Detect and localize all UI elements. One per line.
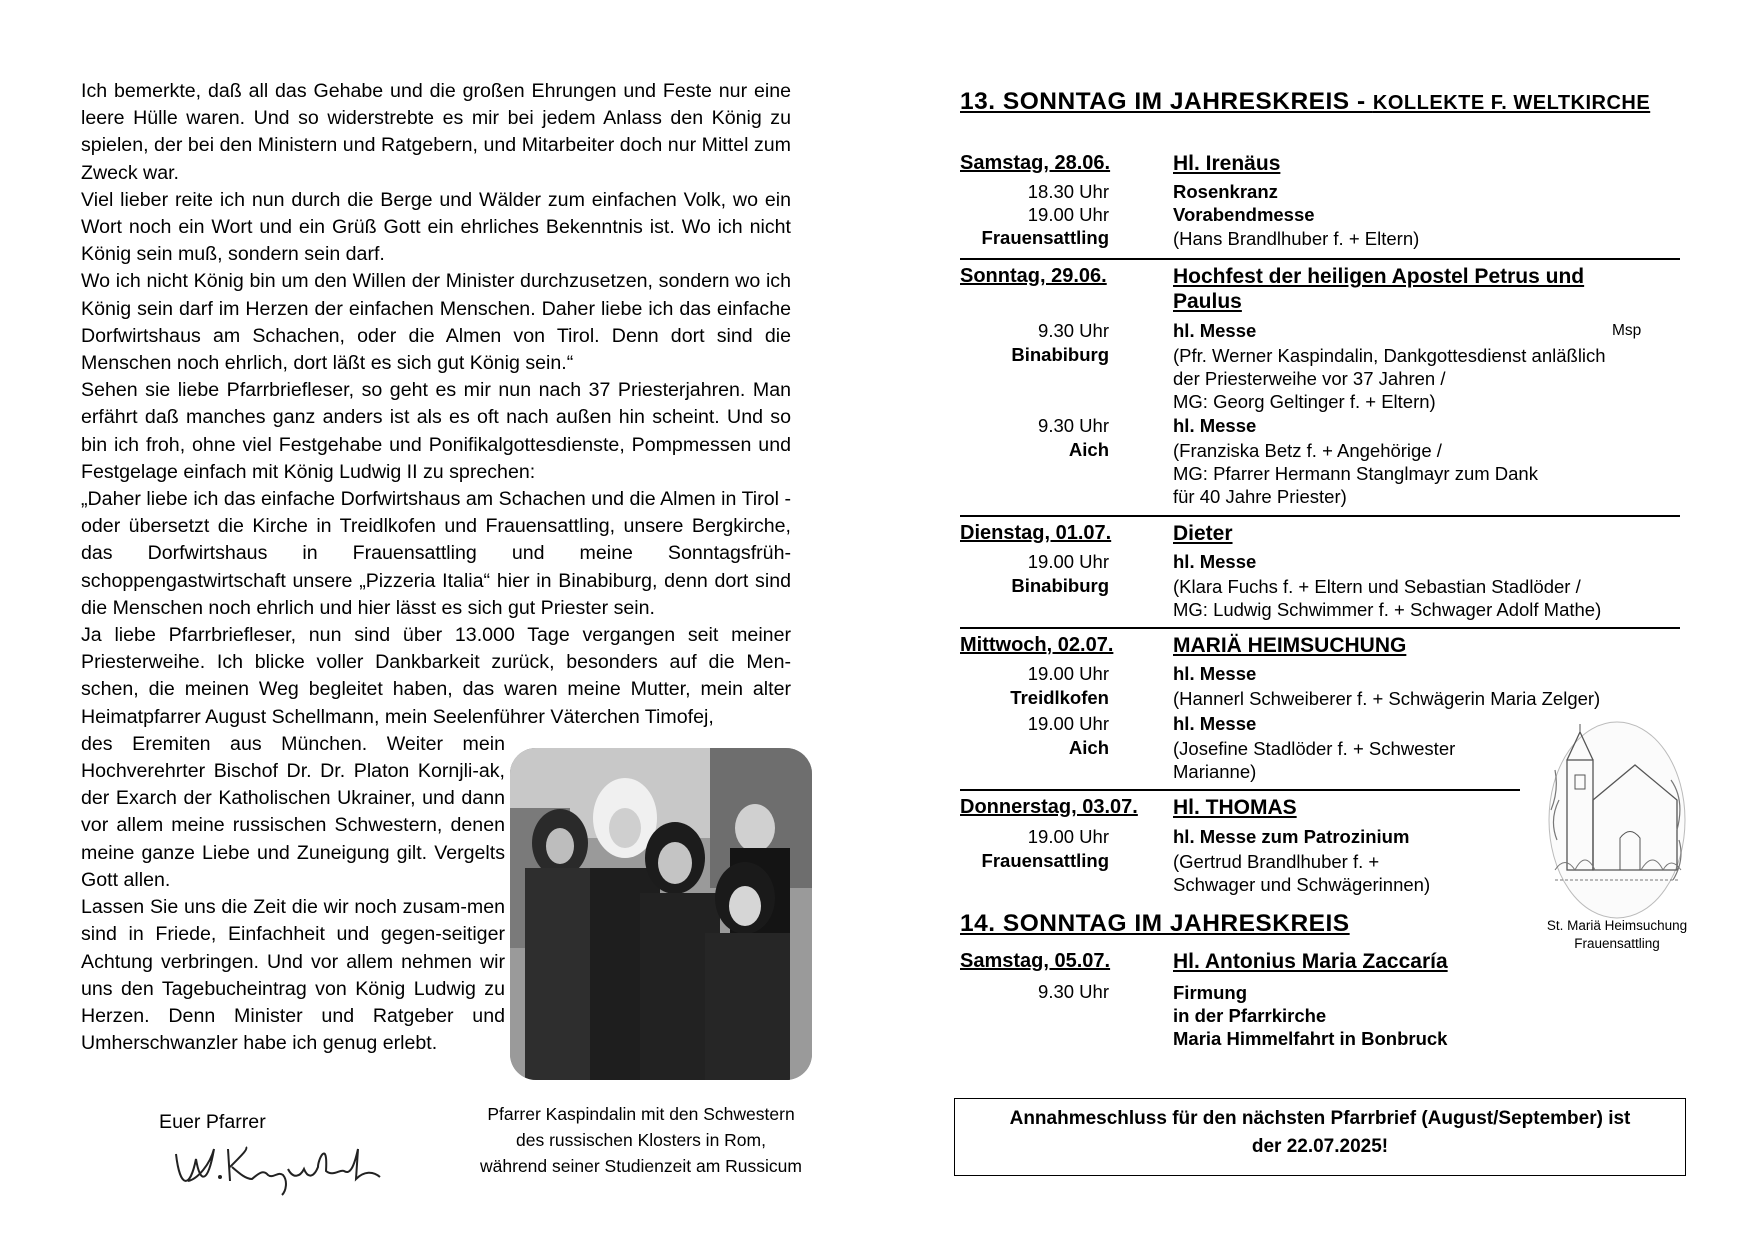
day-saint: Paulus (1173, 290, 1242, 313)
note-line: der Priesterweihe vor 37 Jahren / (1173, 368, 1446, 389)
event-title: hl. Messe (1173, 551, 1257, 572)
caption-line: Frauensattling (1574, 936, 1660, 951)
event-title: hl. Messe (1173, 713, 1257, 734)
title-line: Firmung (1173, 982, 1247, 1003)
day-saint: Dieter (1173, 522, 1233, 545)
note-line: (Gertrud Brandlhuber f. + (1173, 851, 1380, 872)
caption-line: des russischen Klosters in Rom, (516, 1130, 766, 1150)
week-heading: 14. SONNTAG IM JAHRESKREIS (960, 910, 1350, 937)
event-time: 9.30 Uhr (1038, 320, 1109, 341)
event-place: Frauensattling (981, 850, 1109, 871)
note-line: (Pfr. Werner Kaspindalin, Dankgottesdienst anläßlich (1173, 345, 1606, 366)
day-saint: MARIÄ HEIMSUCHUNG (1173, 634, 1407, 657)
event-note: (Hannerl Schweiberer f. + Schwägerin Maria Zelger) (1173, 688, 1601, 709)
title-line: in der Pfarrkirche (1173, 1005, 1327, 1026)
divider (960, 515, 1680, 517)
event-time: 18.30 Uhr (1027, 181, 1109, 202)
event-time: 9.30 Uhr (1038, 981, 1109, 1002)
event-note (1173, 344, 1683, 413)
day-date: Samstag, 28.06. (960, 152, 1111, 174)
day-date: Sonntag, 29.06. (960, 265, 1107, 287)
event-note (1173, 439, 1683, 508)
event-time: 19.00 Uhr (1027, 713, 1109, 734)
letter-paragraph: Viel lieber reite ich nun durch die Berge und Wälder zum einfachen Volk, wo ein Wort noch ein Wort und ein Grüß Gott ein ehrliches Bekenntnis ist. Wo ich nicht König sein muß, sondern sein darf. (81, 188, 791, 266)
event-title: hl. Messe (1173, 663, 1257, 684)
week-heading (960, 88, 1650, 116)
divider (960, 258, 1680, 260)
event-title: hl. Messe (1173, 320, 1257, 341)
event-time: 19.00 Uhr (1027, 204, 1109, 225)
event-time: 19.00 Uhr (1027, 826, 1109, 847)
letter-paragraph: „Daher liebe ich das einfache Dorfwirtshaus am Schachen und die Almen in Tirol - oder übersetzt die Kirche in Treidlkofen und Frauensattling, unsere Bergkirche, das Dorfwirtshaus in Frauensattling und meine Sonntagsfrüh-schoppengastwirtschaft unsere „Pizzeria Italia“ hier in Binabiburg, denn dort sind die Menschen noch ehrlich und hier lässt es sich gut Priester sein. (81, 488, 791, 619)
day-saint: Hl. Antonius Maria Zaccaría (1173, 950, 1448, 973)
day-saint: Hl. Irenäus (1173, 152, 1281, 175)
letter-paragraph: des Eremiten aus München. Weiter mein Hochverehrter Bischof Dr. Dr. Platon Kornjli-ak, der Exarch der Katholischen Ukrainer, und dann vor allem meine russischen Schwestern, denen meine ganze Liebe und Zuneigung gilt. Vergelts Gott allen. (81, 732, 505, 891)
note-line: für 40 Jahre Priester) (1173, 486, 1347, 507)
week-title: 13. SONNTAG IM JAHRESKREIS - (960, 88, 1373, 115)
event-note (1173, 575, 1683, 621)
letter-paragraph: Ja liebe Pfarrbriefleser, nun sind über 13.000 Tage vergangen seit meiner Priesterweihe. Ich blicke voller Dankbarkeit zurück, besonders auf die Men-schen, die meinen Weg begleitet haben, das waren meine Mutter, mein alter Heimatpfarrer August Schellmann, mein Seelenführer Väterchen Timofej, (81, 624, 791, 728)
day-header (960, 152, 1680, 182)
caption-line: St. Mariä Heimsuchung (1546, 918, 1688, 933)
event-place: Aich (1068, 737, 1109, 758)
event-time: 9.30 Uhr (1038, 415, 1109, 436)
day-date: Samstag, 05.07. (960, 950, 1111, 972)
event-place: Frauensattling (981, 227, 1109, 248)
day-header-continued (960, 290, 1680, 320)
caption-line: Pfarrer Kaspindalin mit den Schwestern (487, 1104, 795, 1124)
letter-paragraph: Ich bemerkte, daß all das Gehabe und die großen Ehrungen und Feste nur eine leere Hülle waren. Und so widerstrebte es mir bei jedem Anlass den König zu spielen, der bei den Ministern und Ratgebern, und Mitarbeiter doch nur Mittel zum Zweck war. (81, 80, 791, 184)
day-header (960, 950, 1680, 980)
caption-line: während seiner Studienzeit am Russicum (480, 1156, 802, 1176)
day-saint: Hl. THOMAS (1173, 796, 1297, 819)
event-place: Binabiburg (1011, 344, 1109, 365)
event-title: hl. Messe zum Patrozinium (1173, 826, 1410, 847)
event-title: Vorabendmesse (1173, 204, 1315, 225)
event-place: Aich (1068, 439, 1109, 460)
note-line: (Josefine Stadlöder f. + Schwester (1173, 738, 1456, 759)
signature (168, 1119, 388, 1199)
note-line: MG: Ludwig Schwimmer f. + Schwager Adolf Mathe) (1173, 599, 1602, 620)
photo-caption (455, 1101, 827, 1179)
day-date: Donnerstag, 03.07. (960, 796, 1138, 818)
day-header (960, 522, 1680, 552)
notice-line: Annahmeschluss für den nächsten Pfarrbrief (August/September) ist (1009, 1108, 1631, 1129)
title-line: Maria Himmelfahrt in Bonbruck (1173, 1028, 1448, 1049)
note-line: (Klara Fuchs f. + Eltern und Sebastian Stadlöder / (1173, 576, 1581, 597)
note-line: Schwager und Schwägerinnen) (1173, 874, 1431, 895)
deadline-notice (954, 1098, 1686, 1176)
event-place: Treidlkofen (1010, 687, 1109, 708)
event-title: Rosenkranz (1173, 181, 1278, 202)
signature-label: Euer Pfarrer (159, 1111, 266, 1133)
letter-paragraph: Lassen Sie uns die Zeit die wir noch zusam-men sind in Friede, Einfachheit und gegen-seitiger Achtung verbringen. Und vor allem nehmen wir uns den Tagebucheintrag von König Ludwig zu Herzen. Denn Minister und Ratgeber und Umherschwanzler habe ich genug erlebt. (81, 896, 505, 1055)
event-time: 19.00 Uhr (1027, 663, 1109, 684)
note-line: (Franziska Betz f. + Angehörige / (1173, 440, 1442, 461)
event-title: hl. Messe (1173, 415, 1257, 436)
divider (960, 627, 1680, 629)
church-caption (1519, 917, 1715, 953)
divider (960, 789, 1520, 791)
msp-note: Msp (1612, 322, 1642, 339)
note-line: Marianne) (1173, 761, 1257, 782)
day-saint: Hochfest der heiligen Apostel Petrus und (1173, 265, 1585, 288)
letter-paragraph: Wo ich nicht König bin um den Willen der Minister durchzusetzen, sondern wo ich König sein darf im Herzen der einfachen Menschen. Daher liebe ich das einfache Dorfwirtshaus am Schachen, oder die Almen von Tirol. Denn dort sind die Menschen noch ehrlich, dort läßt es sich gut König sein.“ (81, 270, 791, 375)
day-date: Mittwoch, 02.07. (960, 634, 1114, 656)
notice-line: der 22.07.2025! (1251, 1136, 1389, 1157)
event-place: Binabiburg (1011, 575, 1109, 596)
letter-paragraph: Sehen sie liebe Pfarrbriefleser, so geht es mir nun nach 37 Priesterjahren. Man erfährt daß manches ganz anders ist als es oft nach außen hin scheint. Und so bin ich froh, ohne viel Festgehabe und Ponifikalgottesdienste, Pompmessen und Festgelage einfach mit König Ludwig II zu sprechen: (81, 379, 791, 483)
event-note: (Hans Brandlhuber f. + Eltern) (1173, 228, 1420, 249)
note-line: MG: Georg Geltinger f. + Eltern) (1173, 391, 1436, 412)
day-header (960, 634, 1680, 664)
week-collection: KOLLEKTE F. WELTKIRCHE (1372, 92, 1651, 114)
day-date: Dienstag, 01.07. (960, 522, 1112, 544)
event-title (1173, 981, 1447, 1050)
note-line: MG: Pfarrer Hermann Stanglmayr zum Dank (1173, 463, 1538, 484)
church-drawing (1545, 720, 1690, 935)
group-photo (510, 748, 812, 1080)
event-time: 19.00 Uhr (1027, 551, 1109, 572)
